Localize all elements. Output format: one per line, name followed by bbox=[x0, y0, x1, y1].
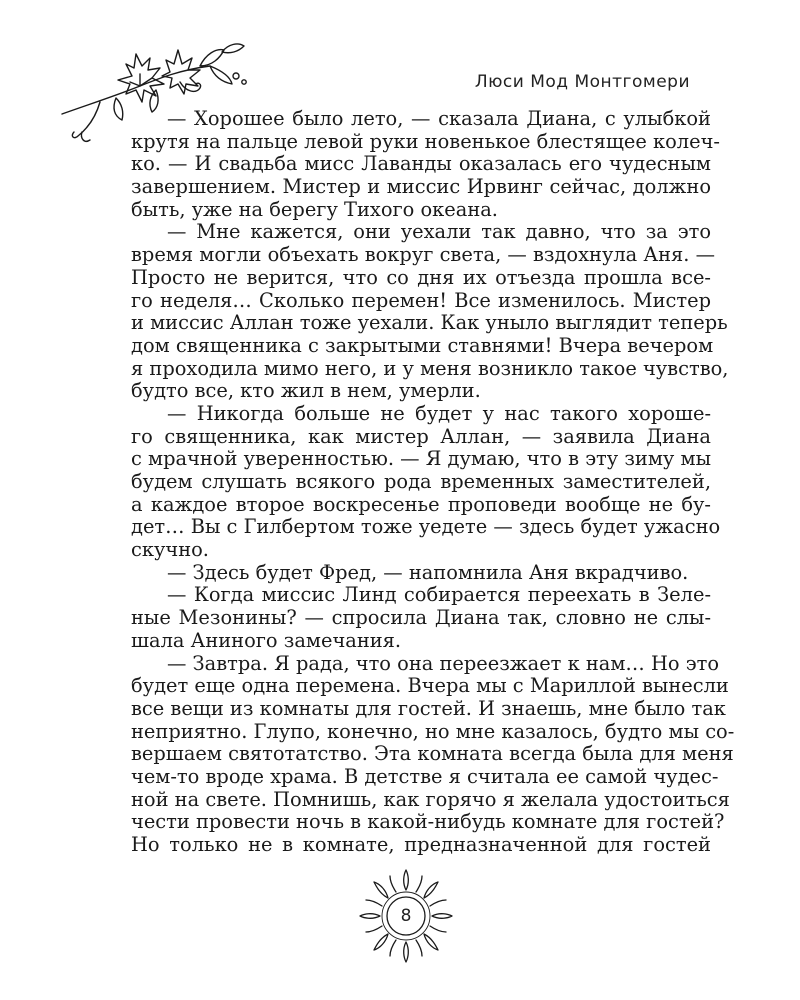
text-line: — Здесь будет Фред, — напомнила Аня вкрадчиво. bbox=[167, 560, 689, 584]
text-line: го священника, как мистер Аллан, — заявила Диана bbox=[131, 424, 711, 448]
text-line: будем слушать всякого рода временных заместителей, bbox=[131, 470, 711, 493]
text-line: завершением. Мистер и миссис Ирвинг сейчас, должно bbox=[131, 175, 711, 199]
text-line: будет еще одна перемена. Вчера мы с Мариллой вынесли bbox=[131, 674, 729, 698]
text-line: дом священника с закрытыми ставнями! Вчера вечером bbox=[131, 333, 714, 357]
text-line: будто все, кто жил в нем, умерли. bbox=[131, 379, 481, 403]
text-line: все вещи из комнаты для гостей. И знаешь, мне было так bbox=[131, 696, 726, 720]
text-line: шала Аниного замечания. bbox=[131, 628, 402, 652]
text-line: я проходила мимо него, и у меня возникло такое чувство, bbox=[131, 356, 729, 380]
text-line: ной на свете. Помнишь, как горячо я желала удостоиться bbox=[131, 787, 730, 811]
text-line: а каждое второе воскресенье проповеди вообще не бу- bbox=[131, 492, 711, 516]
text-line: — Мне кажется, они уехали так давно, что за это bbox=[167, 220, 711, 244]
text-line: — Хорошее было лето, — сказала Диана, с улыбкой bbox=[167, 107, 711, 130]
text-line: чем-то вроде храма. В детстве я считала ее самой чудес- bbox=[131, 764, 719, 788]
text-line: крутя на пальце левой руки новенькое блестящее колеч- bbox=[131, 129, 720, 153]
text-line: го неделя… Сколько перемен! Все изменилось. Мистер bbox=[131, 288, 711, 312]
text-line: — Завтра. Я рада, что она переезжает к нам… Но это bbox=[167, 651, 719, 675]
text-line: Но только не в комнате, предназначенной для гостей bbox=[131, 833, 711, 856]
text-line: время могли объехать вокруг света, — вздохнула Аня. — bbox=[131, 243, 715, 267]
text-line: быть, уже на берегу Тихого океана. bbox=[131, 197, 498, 221]
text-line: — Когда миссис Линд собирается переехать в Зеле- bbox=[167, 583, 711, 607]
text-line: скучно. bbox=[131, 538, 209, 562]
body-text bbox=[131, 107, 735, 857]
text-line: Просто не верится, что со дня их отъезда прошла все- bbox=[131, 265, 711, 289]
text-line: — Никогда больше не будет у нас такого хороше- bbox=[167, 401, 711, 425]
text-line: вершаем святотатство. Эта комната всегда была для меня bbox=[131, 742, 734, 766]
running-head-author: Люси Мод Монтгомери bbox=[474, 72, 690, 92]
text-line: дет… Вы с Гилбертом тоже уедете — здесь будет ужасно bbox=[131, 515, 721, 539]
text-line: ные Мезонины? — спросила Диана так, словно не слы- bbox=[131, 606, 711, 630]
text-line: неприятно. Глупо, конечно, но мне казалось, будто мы со- bbox=[131, 719, 735, 743]
page-number: 8 bbox=[400, 906, 412, 926]
text-line: с мрачной уверенностью. — Я думаю, что в эту зиму мы bbox=[131, 447, 712, 471]
text-line: и миссис Аллан тоже уехали. Как уныло выглядит теперь bbox=[131, 311, 728, 335]
page-number-ornament bbox=[356, 866, 456, 966]
text-line: ко. — И свадьба мисс Лаванды оказалась его чудесным bbox=[131, 152, 711, 176]
text-line: чести провести ночь в какой-нибудь комнате для гостей? bbox=[131, 810, 725, 834]
